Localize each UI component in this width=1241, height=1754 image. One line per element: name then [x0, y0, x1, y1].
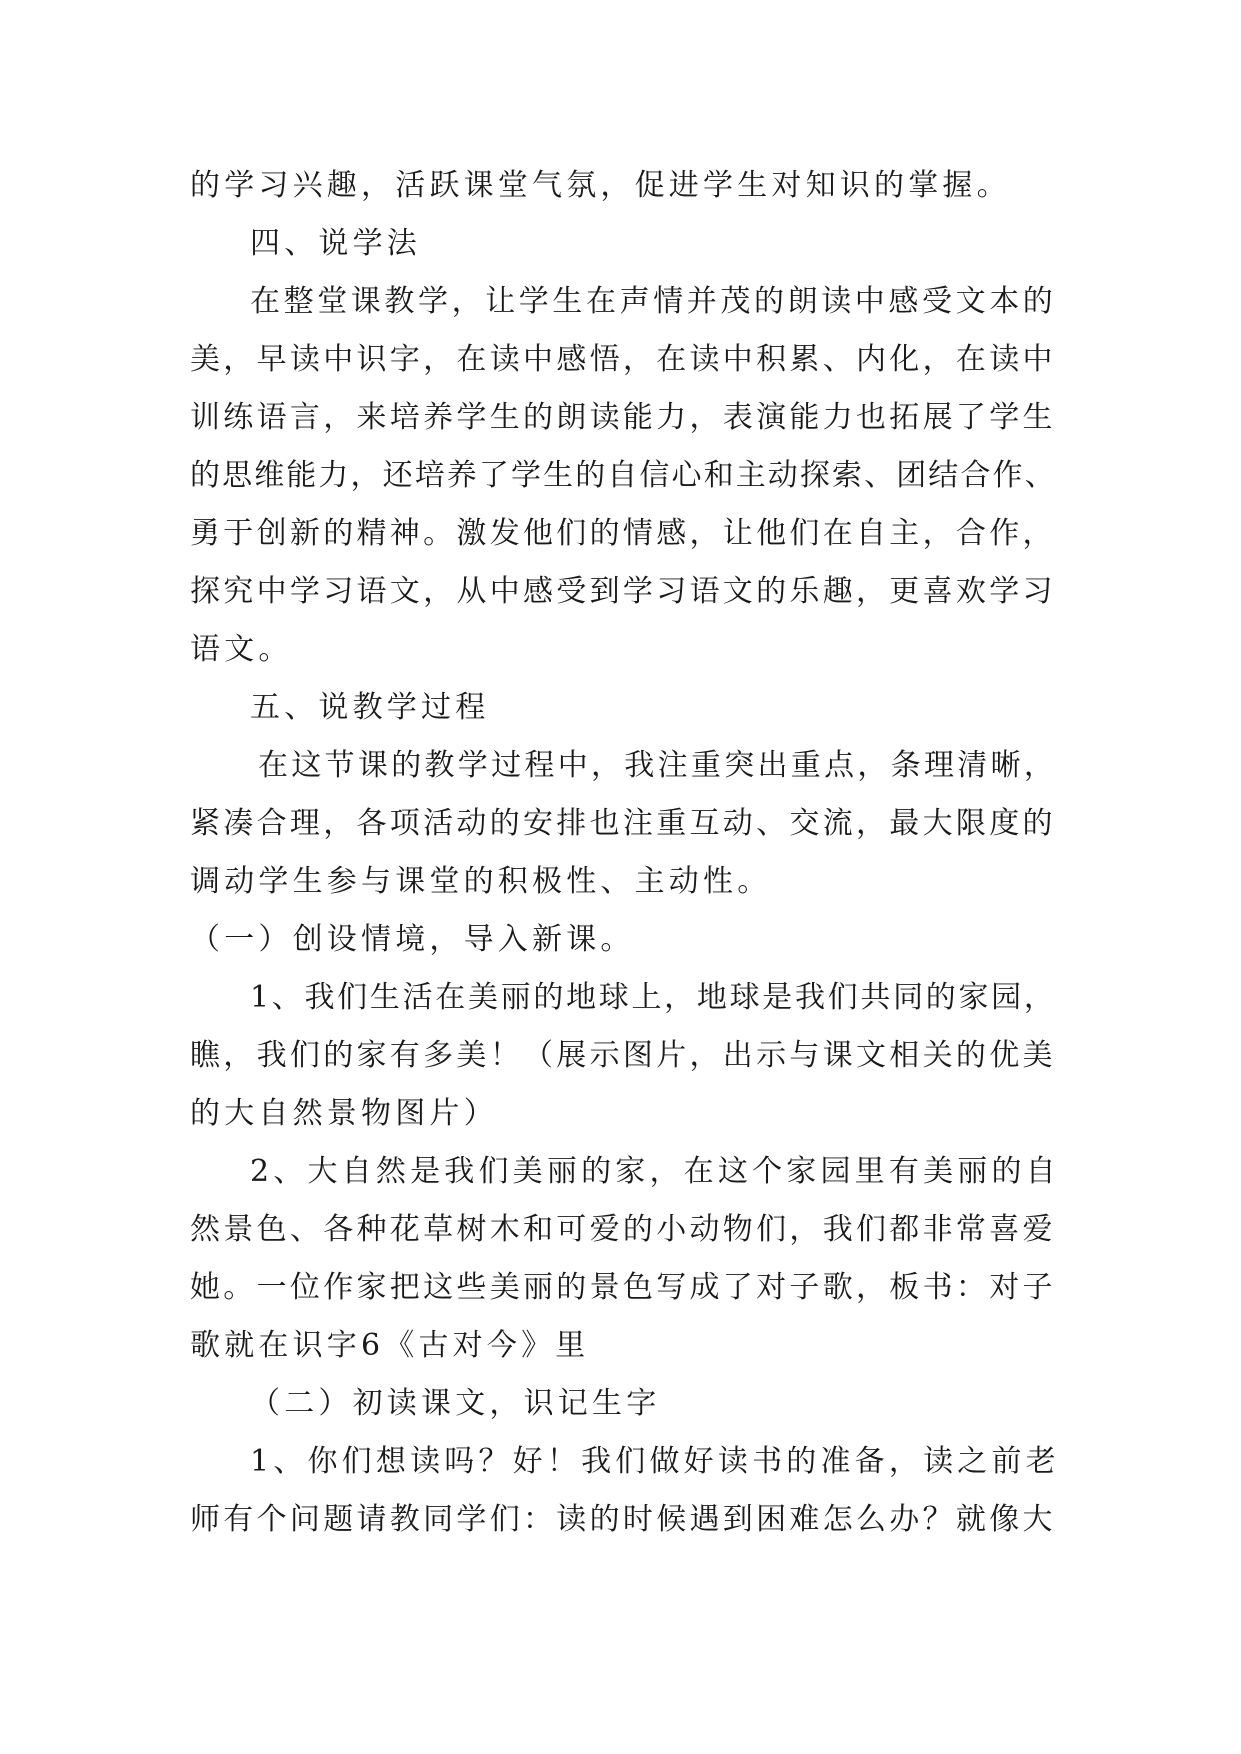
text-line-13: 调动学生参与课堂的积极性、主动性。: [190, 864, 772, 899]
text-line-1: 的学习兴趣，活跃课堂气氛，促进学生对知识的掌握。: [190, 168, 1011, 203]
subsection-heading-2: （二）初读课文，识记生字: [250, 1386, 661, 1421]
text-line-15: 1、我们生活在美丽的地球上，地球是我们共同的家园，: [250, 980, 1057, 1015]
text-line-12: 紧凑合理，各项活动的安排也注重互动、交流，最大限度的: [190, 806, 1056, 841]
text-line-9: 语文。: [190, 632, 293, 667]
text-line-11: 在这节课的教学过程中，我注重突出重点，条理清晰，: [258, 748, 1058, 783]
text-line-21: 歌就在识字6《古对今》里: [190, 1328, 590, 1363]
text-line-18: 2、大自然是我们美丽的家，在这个家园里有美丽的自: [250, 1154, 1060, 1189]
text-line-4: 美，早读中识字，在读中感悟，在读中积累、内化，在读中: [190, 342, 1056, 377]
text-line-8: 探究中学习语文，从中感受到学习语文的乐趣，更喜欢学习: [190, 574, 1056, 609]
text-line-7: 勇于创新的精神。激发他们的情感，让他们在自主，合作，: [190, 516, 1056, 551]
text-line-3: 在整堂课教学，让学生在声情并茂的朗读中感受文本的: [250, 284, 1057, 319]
text-line-23: 1、你们想读吗？好！我们做好读书的准备，读之前老: [250, 1444, 1060, 1479]
text-line-6: 的思维能力，还培养了学生的自信心和主动探索、团结合作、: [190, 458, 1057, 493]
text-line-5: 训练语言，来培养学生的朗读能力，表演能力也拓展了学生: [190, 400, 1056, 435]
section-heading-5: 五、说教学过程: [250, 690, 490, 725]
text-line-17: 的大自然景物图片）: [190, 1096, 498, 1131]
text-line-16: 瞧，我们的家有多美！（展示图片，出示与课文相关的优美: [190, 1038, 1056, 1073]
section-heading-4: 四、说学法: [250, 226, 421, 261]
text-line-19: 然景色、各种花草树木和可爱的小动物们，我们都非常喜爱: [190, 1212, 1056, 1247]
subsection-heading-1: （一）创设情境，导入新课。: [190, 922, 635, 957]
text-line-24: 师有个问题请教同学们：读的时候遇到困难怎么办？就像大: [190, 1502, 1056, 1537]
text-line-20: 她。一位作家把这些美丽的景色写成了对子歌，板书：对子: [190, 1270, 1056, 1305]
